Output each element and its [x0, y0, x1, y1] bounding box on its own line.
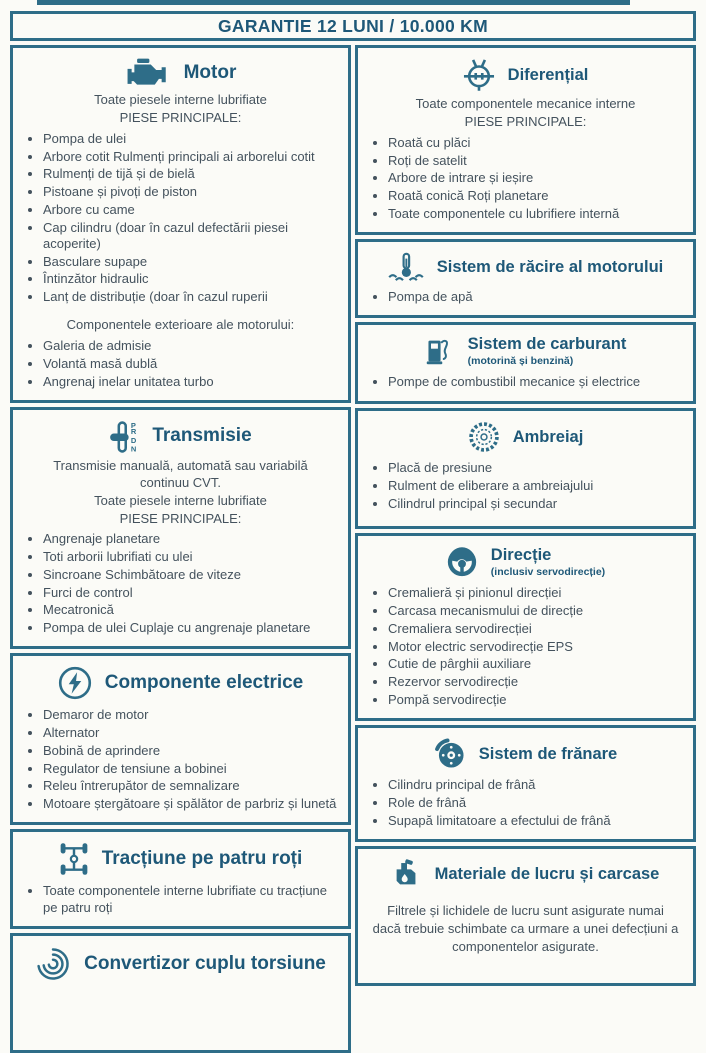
section-intro-line: PIESE PRINCIPALE:: [119, 109, 242, 125]
oil-canister-icon: [392, 859, 422, 889]
list-item: • Roți de satelit: [388, 153, 683, 169]
svg-text:P: P: [131, 420, 137, 430]
section-title: Sistem de frănare: [478, 745, 618, 764]
section-title: Materiale de lucru și carcase: [434, 864, 660, 883]
bullet-list: [368, 460, 683, 512]
section-subtitle: (motorină și benzină): [467, 355, 574, 368]
list-item: • Rulment de eliberare a ambreiajului: [388, 478, 683, 494]
list-item: • Roată cu plăci: [388, 135, 683, 151]
list-item: • Cilindru principal de frână: [388, 777, 683, 793]
section-ambreiaj: [355, 408, 696, 529]
page-title: GARANTIE 12 LUNI / 10.000 KM: [218, 15, 488, 36]
section-titles: [513, 428, 584, 446]
bullet-list: [368, 289, 683, 305]
section-tractiune: [10, 829, 351, 929]
section-diferential: [355, 45, 696, 235]
section-header: [23, 52, 338, 91]
section-header: [368, 329, 683, 370]
section-header: [368, 415, 683, 456]
section-title: Sistem de răcire al motorului: [436, 257, 664, 276]
steering-wheel-icon: [446, 546, 478, 578]
section-titles: [468, 335, 627, 367]
section-title: Transmisie: [152, 425, 252, 447]
list-item: • Placă de presiune: [388, 460, 683, 476]
awd-chassis-icon: [59, 842, 89, 876]
list-item: • Role de frână: [388, 795, 683, 811]
list-item: • Cilindrul principal și secundar: [388, 496, 683, 512]
bullet-list: [23, 131, 338, 306]
list-item: • Roată conică Roți planetare: [388, 188, 683, 204]
list-item: • Pompa de ulei: [43, 131, 338, 147]
section-convertizor: [10, 933, 351, 1053]
thermometer-icon: [388, 252, 424, 282]
section-header: [368, 52, 683, 95]
section-title: Motor: [183, 61, 237, 83]
bullet-list: [23, 707, 338, 812]
bullet-list: [23, 883, 338, 916]
differential-icon: [463, 58, 495, 92]
section-titles: [152, 426, 251, 447]
list-item: • Pistoane și pivoți de piston: [43, 184, 338, 200]
section-title: Tracțiune pe patru roți: [101, 848, 303, 870]
list-item: • Angrenaj inelar unitatea turbo: [43, 374, 338, 390]
section-motor: [10, 45, 351, 403]
section-header: [368, 732, 683, 773]
section-racire: [355, 239, 696, 318]
list-item: • Cremaliera servodirecției: [388, 621, 683, 637]
section-header: [23, 414, 338, 457]
list-item: • Toate componentele interne lubrifiate cu tracțiune pe patru roți: [43, 883, 338, 916]
engine-icon: [125, 58, 171, 88]
svg-text:R: R: [131, 427, 137, 437]
list-item: • Cremalieră și pinionul direcției: [388, 585, 683, 601]
section-materiale: [355, 846, 696, 986]
bullet-list: [23, 338, 338, 390]
list-item: • Supapă limitatoare a efectului de frână: [388, 813, 683, 829]
section-header: [23, 836, 338, 879]
section-franare: [355, 725, 696, 842]
list-item: • Toti arborii lubrifiati cu ulei: [43, 549, 338, 565]
section-header: [368, 540, 683, 581]
top-crop-bar: [37, 0, 630, 5]
section-title: Diferențial: [507, 65, 589, 84]
clutch-disc-icon: [468, 421, 500, 453]
content-columns: [10, 45, 696, 1053]
bullet-list: [368, 374, 683, 390]
list-item: • Rezervor servodirecție: [388, 674, 683, 690]
section-transmisie: [10, 407, 351, 650]
section-header: [368, 246, 683, 285]
section-titles: [105, 673, 304, 694]
list-item: • Toate componentele cu lubrifiere internă: [388, 206, 683, 222]
list-item: • Arbore cotit Rulmenți principali ai arborelui cotit: [43, 149, 338, 165]
list-item: • Volantă masă dublă: [43, 356, 338, 372]
section-title: Componente electrice: [104, 672, 304, 694]
fuel-pump-icon: [425, 336, 455, 366]
list-item: • Lanț de distribuție (doar în cazul ruperii: [43, 289, 338, 305]
list-item: • Întinzător hidraulic: [43, 271, 338, 287]
section-title: Direcție: [490, 546, 552, 565]
section-title: Convertizor cuplu torsiune: [84, 952, 326, 974]
list-item: • Arbore de intrare și ieșire: [388, 170, 683, 186]
section-intro-line: PIESE PRINCIPALE:: [464, 113, 587, 129]
list-item: • Basculare supape: [43, 254, 338, 270]
list-item: • Pompe de combustibil mecanice și electrice: [388, 374, 683, 390]
section-carburant: [355, 322, 696, 404]
section-titles: [479, 745, 617, 763]
section-titles: [508, 66, 589, 84]
list-item: • Demaror de motor: [43, 707, 338, 723]
section-titles: [184, 63, 237, 84]
section-intro-line: Toate piesele interne lubrifiate: [94, 92, 267, 107]
list-item: • Alternator: [43, 725, 338, 741]
list-item: • Rulmenți de tijă și de bielă: [43, 166, 338, 182]
section-note: Filtrele și lichidele de lucru sunt asigurate numai dacă trebuie schimbate ca urmare a unei defecțiuni a componentelor asigurate.: [372, 902, 679, 955]
list-item: • Pompa de ulei Cuplaje cu angrenaje planetare: [43, 620, 338, 636]
list-item: • Motoare ștergătoare și spălător de parbriz și lunetă: [43, 796, 338, 812]
bullet-list: [23, 531, 338, 636]
list-item: • Sincroane Schimbătoare de viteze: [43, 567, 338, 583]
section-titles: [437, 258, 664, 276]
warranty-header: [10, 11, 696, 41]
section-header: [23, 940, 338, 985]
section-header: [23, 660, 338, 703]
torque-converter-icon: [35, 946, 71, 982]
right-column: [355, 45, 696, 986]
section-intro-line: Toate piesele interne lubrifiate: [94, 492, 267, 508]
list-item: • Cap cilindru (doar în cazul defectării piesei acoperite): [43, 220, 338, 253]
svg-text:N: N: [131, 444, 137, 454]
list-item: • Angrenaje planetare: [43, 531, 338, 547]
bullet-list: [368, 777, 683, 829]
list-item: • Carcasa mecanismului de direcție: [388, 603, 683, 619]
section-intro-line: PIESE PRINCIPALE:: [119, 510, 242, 526]
section-titles: [102, 849, 303, 870]
bullet-list: [368, 585, 683, 708]
section-directie: [355, 533, 696, 721]
list-item: • Releu întrerupător de semnalizare: [43, 778, 338, 794]
bullet-list: [368, 135, 683, 222]
section-titles: [491, 546, 605, 578]
section-subtitle: (inclusiv servodirecție): [490, 566, 606, 579]
left-column: [10, 45, 351, 1053]
svg-text:D: D: [131, 435, 137, 445]
section-header: [368, 853, 683, 892]
section-subheading: Componentele exterioare ale motorului:: [66, 317, 295, 333]
list-item: • Cutie de pârghii auxiliare: [388, 656, 683, 672]
section-title: Sistem de carburant: [467, 335, 627, 354]
section-titles: [84, 954, 326, 975]
brake-disc-icon: [434, 738, 466, 770]
lightning-icon: [58, 666, 92, 700]
section-titles: [435, 865, 660, 883]
list-item: • Motor electric servodirecție EPS: [388, 639, 683, 655]
section-intro-line: Toate componentele mecanice interne: [415, 96, 636, 111]
list-item: • Regulator de tensiune a bobinei: [43, 761, 338, 777]
section-intro-line: Transmisie manuală, automată sau variabilă continuu CVT.: [53, 457, 308, 490]
list-item: • Furci de control: [43, 585, 338, 601]
list-item: • Mecatronică: [43, 602, 338, 618]
gear-shifter-icon: [109, 420, 139, 454]
list-item: • Bobină de aprindere: [43, 743, 338, 759]
list-item: • Arbore cu came: [43, 202, 338, 218]
section-title: Ambreiaj: [512, 428, 584, 447]
list-item: • Galeria de admisie: [43, 338, 338, 354]
section-electrice: [10, 653, 351, 825]
list-item: • Pompa de apă: [388, 289, 683, 305]
list-item: • Pompă servodirecție: [388, 692, 683, 708]
